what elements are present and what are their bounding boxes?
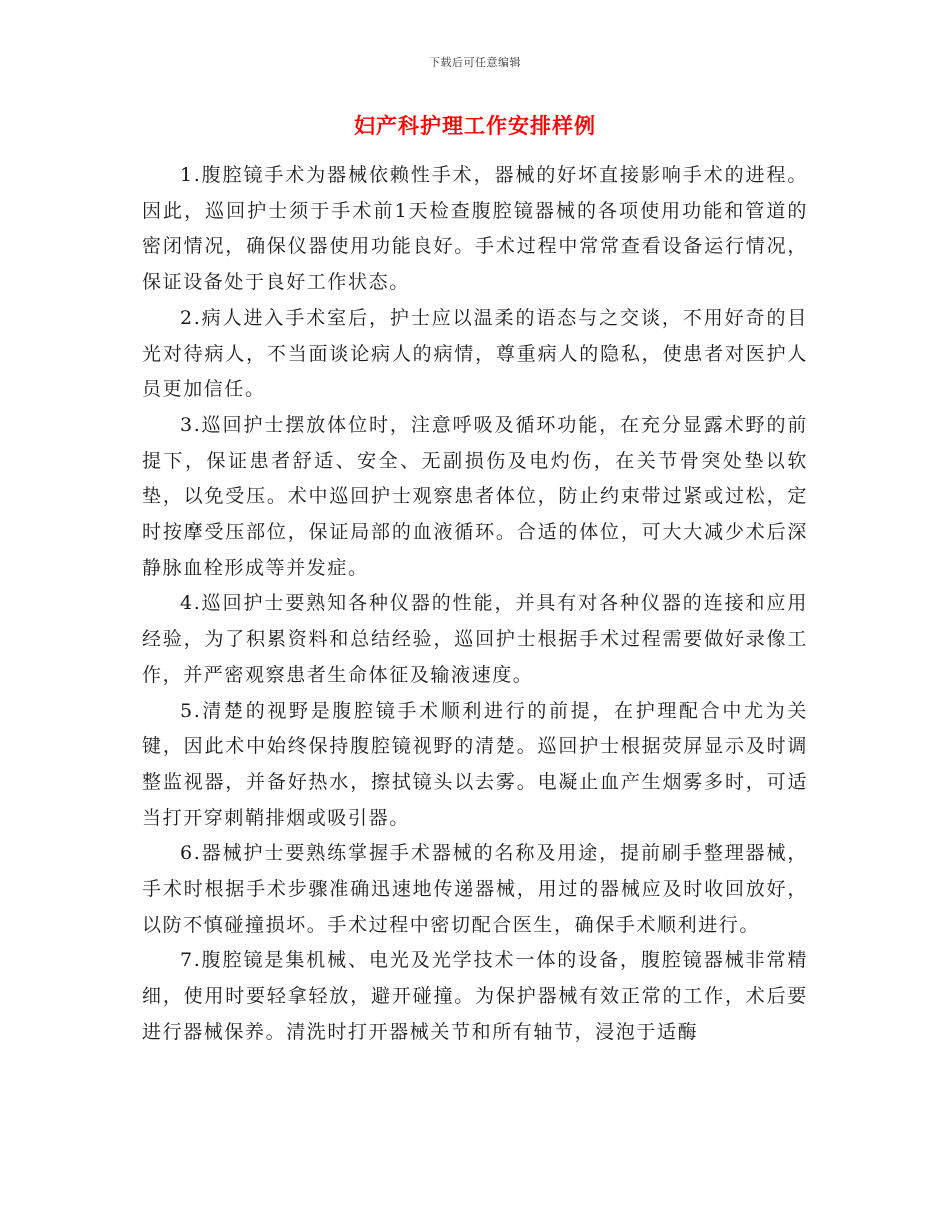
paragraph-6: 6.器械护士要熟练掌握手术器械的名称及用途，提前刷手整理器械，手术时根据手术步骤准确迅速地传递器械，用过的器械应及时收回放好，以防不慎碰撞损坏。手术过程中密切配合医生，确保手术顺利进行。 [142, 842, 808, 936]
header-note: 下载后可任意编辑 [429, 56, 521, 69]
paragraph-3: 3.巡回护士摆放体位时，注意呼吸及循环功能，在充分显露术野的前提下，保证患者舒适、安全、无副损伤及电灼伤，在关节骨突处垫以软垫，以免受压。术中巡回护士观察患者体位，防止约束带过紧或过松，定时按摩受压部位，保证局部的血液循环。合适的体位，可大大减少术后深静脉血栓形成等并发症。 [142, 413, 808, 579]
paragraph-7: 7.腹腔镜是集机械、电光及光学技术一体的设备，腹腔镜器械非常精细，使用时要轻拿轻放，避开碰撞。为保护器械有效正常的工作，术后要进行器械保养。清洗时打开器械关节和所有轴节，浸泡于适酶 [142, 949, 808, 1043]
document-title: 妇产科护理工作安排样例 [354, 113, 596, 138]
paragraph-4: 4.巡回护士要熟知各种仪器的性能，并具有对各种仪器的连接和应用经验，为了积累资料和总结经验，巡回护士根据手术过程需要做好录像工作，并严密观察患者生命体征及输液速度。 [142, 592, 808, 686]
paragraph-5: 5.清楚的视野是腹腔镜手术顺利进行的前提，在护理配合中尤为关键，因此术中始终保持腹腔镜视野的清楚。巡回护士根据荧屏显示及时调整监视器，并备好热水，擦拭镜头以去雾。电凝止血产生烟雾多时，可适当打开穿刺鞘排烟或吸引器。 [142, 699, 808, 829]
paragraph-1: 1.腹腔镜手术为器械依赖性手术，器械的好坏直接影响手术的进程。因此，巡回护士须于手术前1天检查腹腔镜器械的各项使用功能和管道的密闭情况，确保仪器使用功能良好。手术过程中常常查看设备运行情况，保证设备处于良好工作状态。 [142, 164, 808, 294]
paragraph-2: 2.病人进入手术室后，护士应以温柔的语态与之交谈，不用好奇的目光对待病人，不当面谈论病人的病情，尊重病人的隐私，使患者对医护人员更加信任。 [142, 306, 808, 401]
document-body [142, 158, 808, 1051]
